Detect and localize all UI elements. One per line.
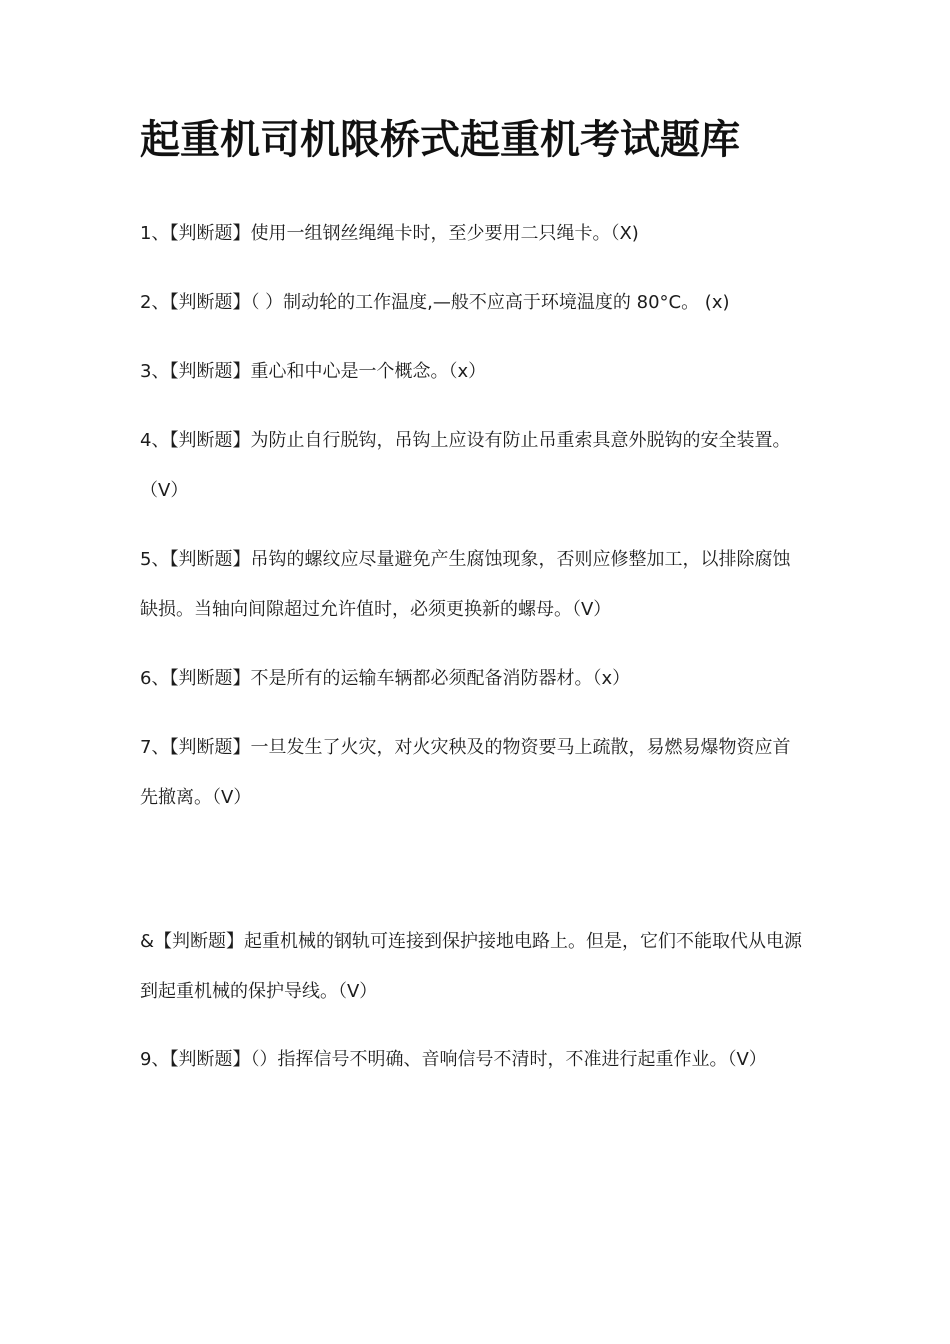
question-item-9: 9、【判断题】（）指挥信号不明确、音响信号不清时，不准进行起重作业。（V）	[140, 1049, 767, 1070]
question-item-4: 4、【判断题】为防止自行脱钩，吊钩上应设有防止吊重索具意外脱钩的安全装置。（V）	[140, 430, 791, 501]
question-item-5: 5、【判断题】吊钩的螺纹应尽量避免产生腐蚀现象，否则应修整加工，以排除腐蚀缺损。当轴向间隙超过允许值时，必须更换新的螺母。（V）	[140, 549, 791, 620]
question-item-7: 7、【判断题】一旦发生了火灾，对火灾秧及的物资要马上疏散，易燃易爆物资应首先撤离。（V）	[140, 737, 791, 808]
question-item-8: &【判断题】起重机械的钢轨可连接到保护接地电路上。但是，它们不能取代从电源到起重机械的保护导线。（V）	[140, 931, 803, 1002]
question-item-3: 3、【判断题】重心和中心是一个概念。（x）	[140, 361, 487, 382]
question-item-2: 2、【判断题】（ ）制动轮的工作温度,—般不应高于环境温度的 80°C。 (x)	[140, 292, 730, 313]
document-title: 起重机司机限桥式起重机考试题库	[140, 117, 740, 163]
question-item-1: 1、【判断题】使用一组钢丝绳绳卡时，至少要用二只绳卡。（X)	[140, 223, 639, 244]
question-item-6: 6、【判断题】不是所有的运输车辆都必须配备消防器材。（x）	[140, 668, 631, 689]
